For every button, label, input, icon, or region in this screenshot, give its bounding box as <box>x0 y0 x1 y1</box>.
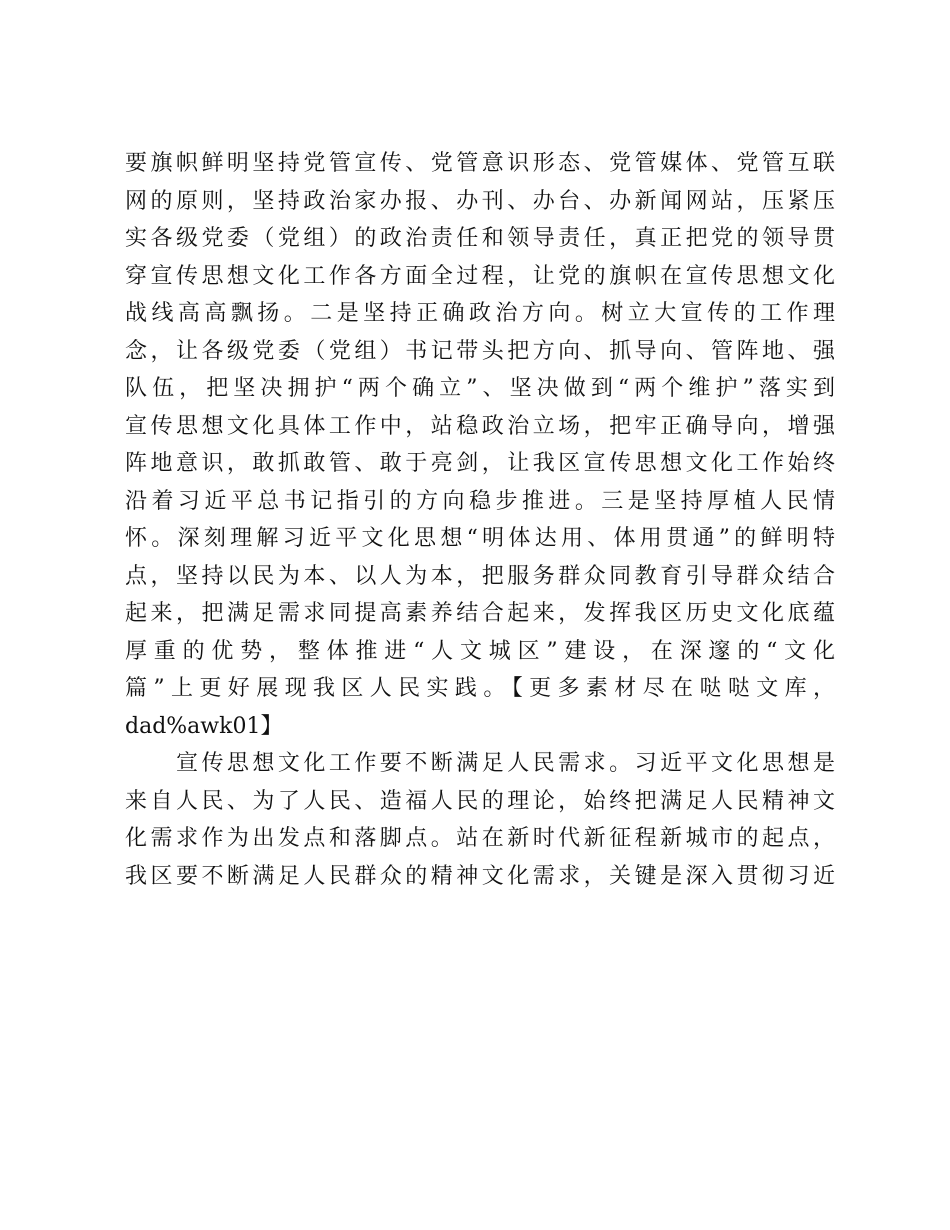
text-line: 化需求作为出发点和落脚点。站在新时代新征程新城市的起点， <box>125 826 835 851</box>
text-line: 网的原则，坚持政治家办报、办刊、办台、办新闻网站，压紧压 <box>125 188 835 214</box>
text-line: dad%awk01】 <box>125 713 283 739</box>
body-text <box>125 145 835 895</box>
text-line: 我区要不断满足人民群众的精神文化需求，关键是深入贯彻习近 <box>125 863 835 889</box>
text-line: 厚重的优势，整体推进“人文城区”建设，在深邃的“文化 <box>125 638 835 664</box>
text-line: 来自人民、为了人民、造福人民的理论，始终把满足人民精神文 <box>125 788 835 814</box>
text-line: 宣传思想文化具体工作中，站稳政治立场，把牢正确导向，增强 <box>125 413 835 439</box>
paragraph-1 <box>125 145 835 745</box>
text-line: 点，坚持以民为本、以人为本，把服务群众同教育引导群众结合 <box>125 563 835 589</box>
text-line: 篇”上更好展现我区人民实践。【更多素材尽在哒哒文库， <box>125 676 835 701</box>
text-line: 起来，把满足需求同提高素养结合起来，发挥我区历史文化底蕴 <box>125 601 835 626</box>
text-line: 实各级党委（党组）的政治责任和领导责任，真正把党的领导贯 <box>125 226 835 251</box>
text-line: 念，让各级党委（党组）书记带头把方向、抓导向、管阵地、强 <box>125 338 835 364</box>
text-line: 战线高高飘扬。二是坚持正确政治方向。树立大宣传的工作理 <box>125 301 835 326</box>
text-line: 穿宣传思想文化工作各方面全过程，让党的旗帜在宣传思想文化 <box>125 263 835 289</box>
text-line: 怀。深刻理解习近平文化思想“明体达用、体用贯通”的鲜明特 <box>125 526 835 551</box>
text-line: 宣传思想文化工作要不断满足人民需求。习近平文化思想是 <box>125 751 835 776</box>
text-line: 队伍，把坚决拥护“两个确立”、坚决做到“两个维护”落实到 <box>125 376 835 401</box>
text-line: 阵地意识，敢抓敢管、敢于亮剑，让我区宣传思想文化工作始终 <box>125 451 835 476</box>
text-line: 沿着习近平总书记指引的方向稳步推进。三是坚持厚植人民情 <box>125 488 835 514</box>
paragraph-2 <box>125 745 835 895</box>
text-line: 要旗帜鲜明坚持党管宣传、党管意识形态、党管媒体、党管互联 <box>125 151 835 176</box>
